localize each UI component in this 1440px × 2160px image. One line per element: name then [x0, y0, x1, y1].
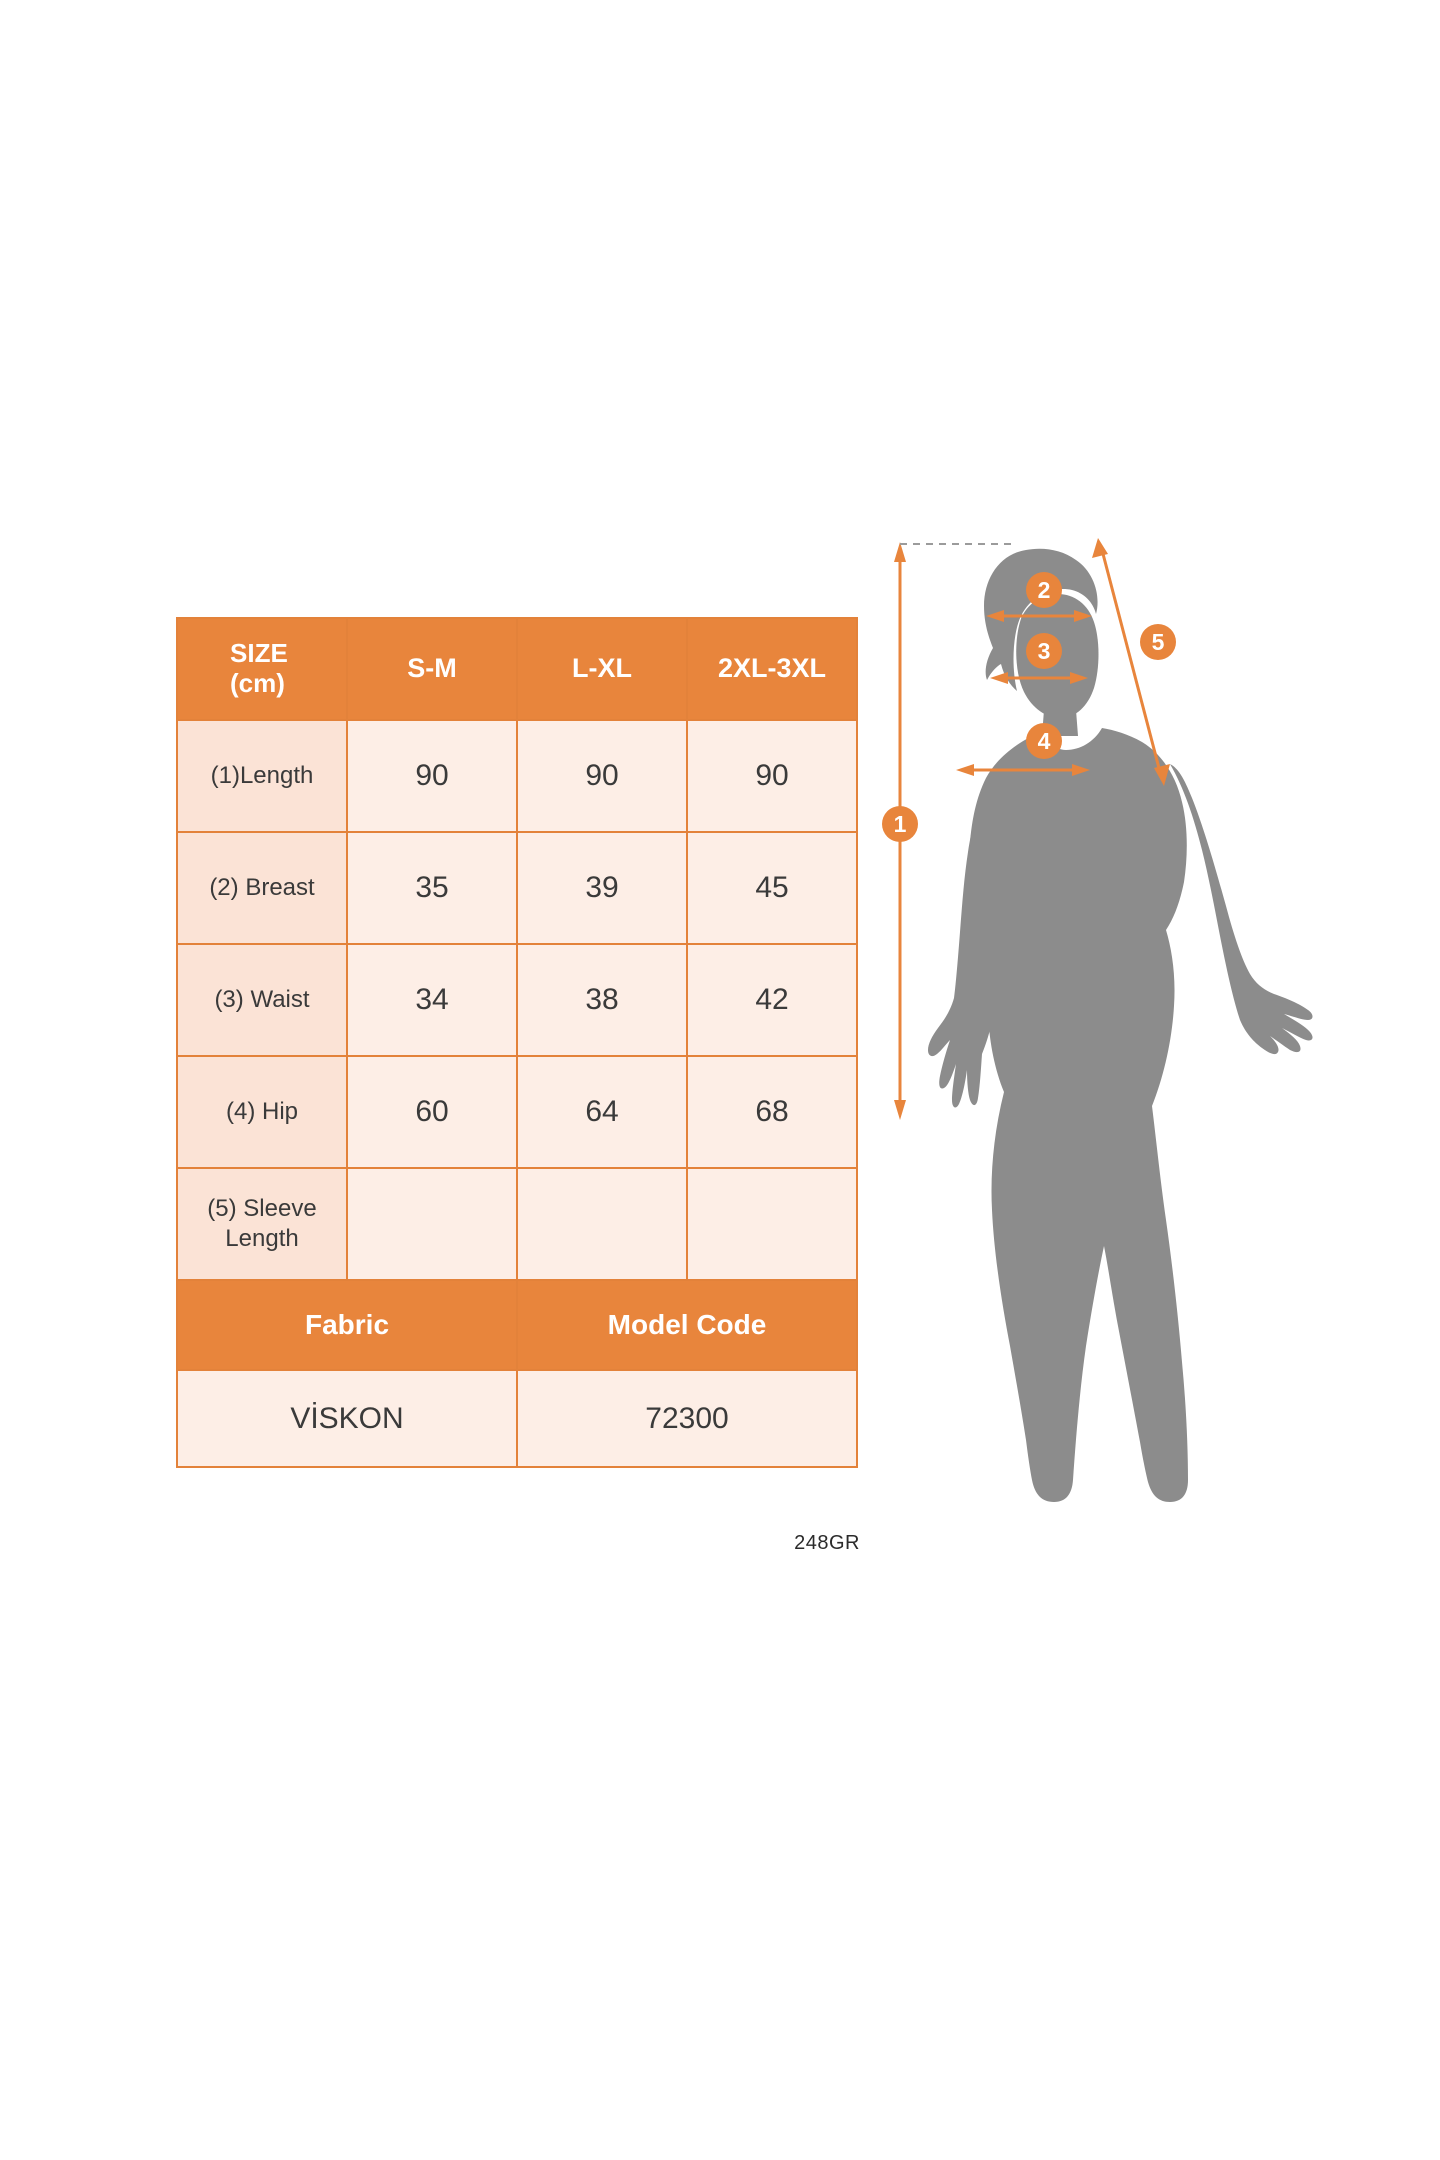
footer-value-model-code: 72300: [517, 1370, 857, 1467]
badge-length-label: 1: [893, 811, 907, 837]
cell-breast-2xl3xl: 45: [687, 832, 857, 944]
table-row: [177, 1056, 857, 1168]
header-size-line2: (cm): [230, 668, 285, 698]
table-row: [177, 1168, 857, 1280]
badge-sleeve-length: [1140, 624, 1176, 660]
header-size-line1: SIZE: [230, 638, 288, 669]
footer-header-fabric: Fabric: [177, 1280, 517, 1370]
row-label-sleeve-length: [177, 1168, 347, 1280]
cell-length-lxl: 90: [517, 720, 687, 832]
header-column-lxl: L-XL: [517, 618, 687, 720]
badge-breast: [1026, 572, 1062, 608]
row-label-hip: (4) Hip: [177, 1056, 347, 1168]
size-table: [176, 617, 858, 1468]
cell-length-2xl3xl: 90: [687, 720, 857, 832]
table-footer-value-row: [177, 1370, 857, 1467]
table-row: [177, 832, 857, 944]
badge-breast-label: 2: [1037, 577, 1051, 603]
cell-hip-sm: 60: [347, 1056, 517, 1168]
cell-waist-lxl: 38: [517, 944, 687, 1056]
header-column-2xl3xl: 2XL-3XL: [687, 618, 857, 720]
cell-waist-sm: 34: [347, 944, 517, 1056]
cell-hip-lxl: 64: [517, 1056, 687, 1168]
header-size-label: [177, 618, 347, 720]
badge-hip-label: 4: [1037, 728, 1051, 754]
footer-header-model-code: Model Code: [517, 1280, 857, 1370]
row-label-sleeve-line2: Length: [225, 1225, 299, 1252]
badge-waist: [1026, 633, 1062, 669]
row-label-sleeve-line1: (5) Sleeve: [207, 1195, 317, 1222]
cell-hip-2xl3xl: 68: [687, 1056, 857, 1168]
cell-waist-2xl3xl: 42: [687, 944, 857, 1056]
weight-note: 248GR: [794, 1532, 860, 1554]
footer-value-fabric: VİSKON: [177, 1370, 517, 1467]
female-silhouette-icon: [928, 549, 1313, 1502]
table-footer-header-row: [177, 1280, 857, 1370]
cell-breast-sm: 35: [347, 832, 517, 944]
cell-sleeve-2xl3xl: [687, 1168, 857, 1280]
cell-breast-lxl: 39: [517, 832, 687, 944]
measurement-figure-panel: [880, 520, 1360, 1530]
cell-length-sm: 90: [347, 720, 517, 832]
table-header-row: [177, 618, 857, 720]
cell-sleeve-sm: [347, 1168, 517, 1280]
row-label-breast: (2) Breast: [177, 832, 347, 944]
table-row: [177, 720, 857, 832]
table-row: [177, 944, 857, 1056]
badge-waist-label: 3: [1037, 638, 1051, 664]
cell-sleeve-lxl: [517, 1168, 687, 1280]
row-label-length: (1)Length: [177, 720, 347, 832]
row-label-waist: (3) Waist: [177, 944, 347, 1056]
badge-hip: [1026, 723, 1062, 759]
header-column-sm: S-M: [347, 618, 517, 720]
badge-length: [882, 806, 918, 842]
badge-sleeve-label: 5: [1151, 629, 1165, 655]
